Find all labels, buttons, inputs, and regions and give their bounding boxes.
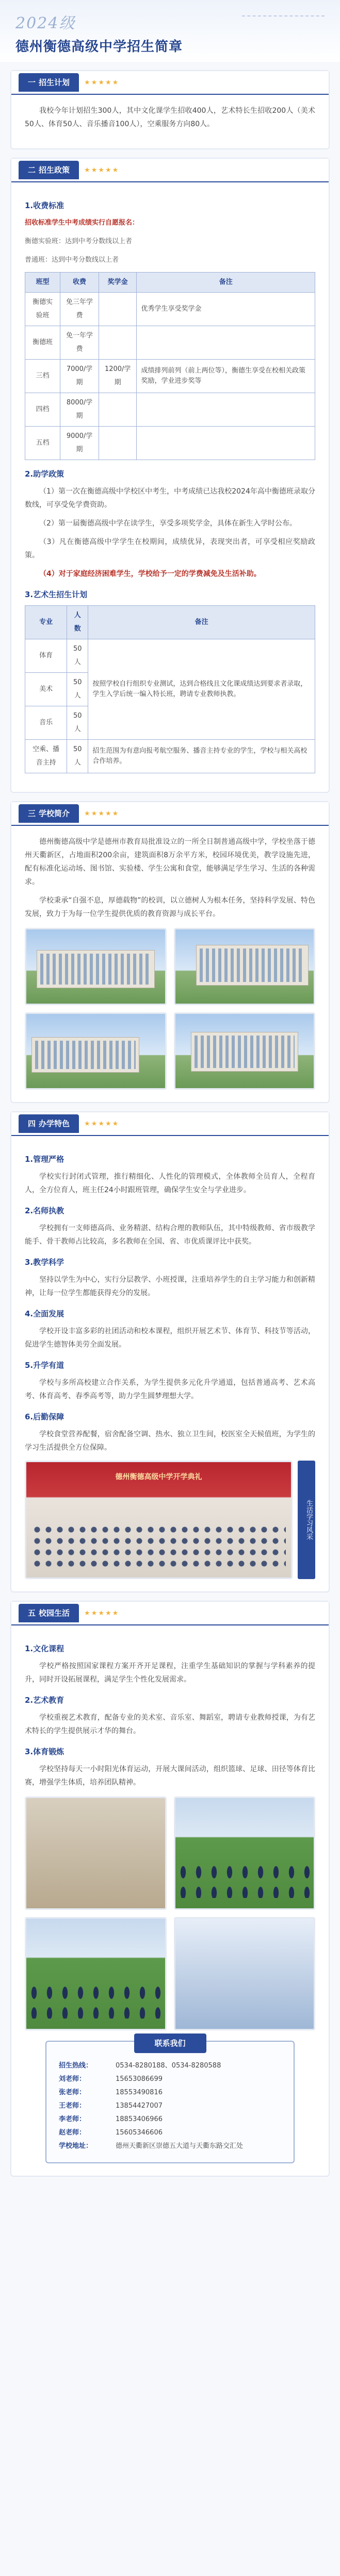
section-school-intro [10,801,330,1103]
school-paragraph: 学校秉承“自强不息，厚德载物”的校训，以立德树人为根本任务，坚持科学发展、特色发展，致力于为每一位学生提供优质的教育资源与成长平台。 [25,896,315,918]
intro-paragraph: 我校今年计划招生300人，其中文化课学生招收400人，艺术特长生招收200人（美术50人、体育50人、音乐播音100人），空乘服务方向80人。 [25,107,315,128]
table-cell: 8000/学期 [60,393,99,427]
star-decoration: ★★★★★ [84,1120,120,1128]
section-header [11,1112,329,1136]
contact-key: 刘老师： [59,2075,86,2083]
feature-text: 坚持以学生为中心，实行分层教学、小班授课，注重培养学生的自主学习能力和创新精神，让每一位学生都能获得充分的发展。 [25,1276,315,1297]
star-decoration: ★★★★★ [84,1609,120,1617]
table-row [25,293,315,326]
contact-title: 联系我们 [134,2033,206,2053]
table-row [25,639,315,673]
contact-key: 张老师： [59,2089,86,2096]
table-cell: 按照学校自行组织专业测试，达到合格线且文化课成绩达到要求者录取，学生入学后统一编入特长班，聘请专业教师执教。 [88,639,315,740]
campus-photo [25,1012,167,1090]
table-cell: 美术 [25,673,67,706]
table-cell: 成绩排列前列（前上两位等），衡德生享受在校相关政策奖励，学业进步奖等 [137,360,315,393]
page-header [0,0,340,62]
contact-row [59,2059,281,2073]
section-number: 四 [28,1119,36,1128]
table-cell: 衡德实验班 [25,293,60,326]
section-tab [19,1604,79,1622]
table-header: 专业 [25,606,67,639]
section-title: 校园生活 [39,1608,70,1618]
feature-title: 4.全面发展 [25,1309,64,1318]
contact-key: 李老师： [59,2115,86,2123]
life-text: 学校重视艺术教育，配备专业的美术室、音乐室、舞蹈室，聘请专业教师授课，为有艺术特长的学生提供展示才华的舞台。 [25,1714,315,1735]
section-header [11,1602,329,1625]
table-row [25,326,315,360]
contact-row [59,2113,281,2126]
table-header: 班型 [25,273,60,293]
contact-row [59,2073,281,2086]
campus-photo [174,1012,316,1090]
section-header [11,159,329,182]
contact-row [59,2086,281,2099]
table-cell [137,427,315,460]
table-cell: 三档 [25,360,60,393]
feature-text: 学校开设丰富多彩的社团活动和校本课程，组织开展艺术节、体育节、科技节等活动，促进学生德智体美劳全面发展。 [25,1327,315,1349]
table-cell: 空乘、播音主持 [25,740,67,773]
star-decoration: ★★★★★ [84,78,120,87]
policy-line: 衡德实验班：达到中考分数线以上者 [25,238,133,245]
life-text: 学校坚持每天一小时阳光体育运动，开展大课间活动，组织篮球、足球、田径等体育比赛，增强学生体质，培养团队精神。 [25,1765,315,1787]
policy-paragraph: （3）凡在衡德高级中学学生在校期间，成绩优异，表现突出者，可享受相应奖励政策。 [25,538,315,560]
contact-key: 招生热线： [59,2062,93,2070]
table-header: 人数 [67,606,88,639]
contact-box [45,2041,295,2163]
table-cell: 招生范围为有意向报考航空服务、播音主持专业的学生，学校与相关高校合作培养。 [88,740,315,773]
contact-value: 15653086699 [116,2075,163,2083]
table-cell: 免三年学费 [60,293,99,326]
table-cell: 音乐 [25,706,67,740]
table-cell: 50人 [67,639,88,673]
feature-text: 学校拥有一支师德高尚、业务精湛、结构合理的教师队伍，其中特级教师、省市级教学能手、骨干教师占比较高，多名教师在全国、省、市优质课评比中获奖。 [25,1224,315,1246]
table-cell: 体育 [25,639,67,673]
header-decoration [242,15,325,46]
life-text: 学校严格按照国家课程方案开齐开足课程，注重学生基础知识的掌握与学科素养的提升，同时开设拓展课程，满足学生个性化发展需求。 [25,1662,315,1684]
table-header: 备注 [137,273,315,293]
feature-text: 学校食堂营养配餐，宿舍配备空调、热水、独立卫生间，校医室全天候值班，为学生的学习生活提供全方位保障。 [25,1430,315,1452]
table-cell [137,326,315,360]
life-title: 1.文化课程 [25,1644,64,1653]
table-cell [99,393,137,427]
table-cell: 50人 [67,706,88,740]
section-number: 一 [28,78,36,87]
fee-table [25,272,315,460]
contact-value: 15605346606 [116,2129,163,2137]
campus-photo [174,928,316,1005]
section-campus-life [10,1601,330,2177]
sub-title: 3.艺术生招生计划 [25,590,88,599]
table-cell: 50人 [67,673,88,706]
section-tab [19,804,79,823]
feature-text: 学校实行封闭式管理，推行精细化、人性化的管理模式，全体教师全员育人，全程育人，全方位育人，班主任24小时跟班管理，确保学生安全与学业进步。 [25,1173,315,1194]
feature-text: 学校与多所高校建立合作关系，为学生提供多元化升学通道，包括普通高考、艺术高考、体育高考、春季高考等，助力学生圆梦理想大学。 [25,1379,315,1400]
table-cell [137,393,315,427]
table-cell [99,427,137,460]
table-row [25,740,315,773]
section-number: 三 [28,809,36,818]
contact-value: 18853406966 [116,2115,163,2123]
contact-value: 18553490816 [116,2089,163,2096]
policy-paragraph: （1）第一次在衡德高级中学校区中考生，中考成绩已达我校2024年高中衡德班录取分数线，可享受免学费资助。 [25,487,315,509]
feature-title: 1.管理严格 [25,1155,64,1164]
table-header: 奖学金 [99,273,137,293]
classroom-photo [25,1797,167,1910]
photo-caption: 生活学习风采 [298,1461,315,1579]
table-cell: 9000/学期 [60,427,99,460]
table-cell [99,293,137,326]
section-title: 招生政策 [39,165,70,175]
feature-title: 3.教学科学 [25,1258,64,1267]
life-photo-grid [25,1797,315,2030]
contact-key: 赵老师： [59,2129,86,2137]
table-header: 收费 [60,273,99,293]
feature-title: 5.升学有道 [25,1361,64,1370]
contact-value: 0534-8280188、0534-8280588 [116,2062,221,2070]
year-label: 2024级 [15,14,76,32]
feature-title: 2.名师执教 [25,1206,64,1215]
table-cell: 50人 [67,740,88,773]
contact-row [59,2099,281,2113]
campus-photo [25,928,167,1005]
star-decoration: ★★★★★ [84,166,120,174]
section-number: 二 [28,165,36,175]
table-cell: 7000/学期 [60,360,99,393]
section-tab [19,73,79,92]
sub-title: 1.收费标准 [25,201,64,210]
table-cell: 五档 [25,427,60,460]
table-cell: 免一年学费 [60,326,99,360]
table-header: 备注 [88,606,315,639]
policy-line: 招收标准学生中考成绩实行自愿报名： [25,219,139,227]
art-plan-table [25,605,315,773]
section-tab [19,1114,79,1133]
ceremony-banner: 德州衡德高级中学开学典礼 [115,1473,202,1481]
table-row [25,393,315,427]
section-number: 五 [28,1608,36,1618]
section-title: 招生计划 [39,78,70,87]
table-cell [99,326,137,360]
policy-paragraph: （4）对于家庭经济困难学生，学校给予一定的学费减免及生活补助。 [39,570,261,578]
sports-photo [25,1917,167,2030]
section-enroll-plan [10,70,330,149]
school-paragraph: 德州衡德高级中学是德州市教育局批准设立的一所全日制普通高级中学，学校坐落于德州天衢新区，占地面积200余亩，建筑面积8万余平方米，校园环境优美，教学设施先进，配有标准化运动场、图书馆、实验楼、学生公寓和食堂，能够满足学生学习、生活的各种需求。 [25,838,315,886]
campus-photo-grid [25,928,315,1090]
section-enroll-policy [10,158,330,793]
section-features [10,1111,330,1592]
contact-value: 13854427007 [116,2102,163,2110]
ceremony-photo [25,1461,293,1579]
feature-photo-row [25,1461,315,1579]
contact-value: 德州天衢新区崇德五大道与天衢东路交汇处 [116,2142,244,2150]
contact-key: 王老师： [59,2102,86,2110]
contact-row [59,2126,281,2140]
table-row [25,360,315,393]
sub-title: 2.助学政策 [25,469,64,479]
table-cell: 1200/学期 [99,360,137,393]
students-photo [174,1917,316,2030]
section-title: 学校简介 [39,809,70,818]
section-header [11,71,329,95]
section-title: 办学特色 [39,1119,70,1128]
table-cell: 衡德班 [25,326,60,360]
activity-photo [174,1797,316,1910]
table-cell: 优秀学生享受奖学金 [137,293,315,326]
section-header [11,802,329,826]
table-row [25,427,315,460]
life-title: 2.艺术教育 [25,1696,64,1705]
contact-key: 学校地址： [59,2142,93,2150]
star-decoration: ★★★★★ [84,809,120,818]
section-tab [19,161,79,179]
contact-row [59,2140,281,2153]
policy-paragraph: （2）第一届衡德高级中学在读学生，享受多项奖学金，具体在新生入学时公布。 [39,519,297,528]
page-title: 德州衡德高级中学招生简章 [15,39,183,55]
table-cell: 四档 [25,393,60,427]
life-title: 3.体育锻炼 [25,1747,64,1756]
feature-title: 6.后勤保障 [25,1412,64,1421]
policy-line: 普通班：达到中考分数线以上者 [25,256,119,264]
